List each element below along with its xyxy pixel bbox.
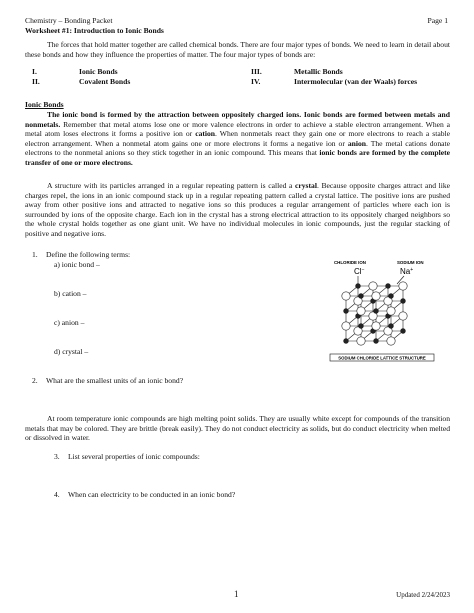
sodium-symbol: Na+	[400, 267, 414, 276]
question-text: When can electricity to be conducted in an ionic bond?	[68, 490, 236, 499]
chloride-symbol: Cl−	[354, 267, 365, 276]
sodium-ion-sphere	[344, 339, 349, 344]
properties-paragraph: At room temperature ionic compounds are high melting point solids. They are usually white except for compounds of the transition metals that may be colored. They are brittle (break easily). They do not conduct electricity as solids, but do conduct electricity when melted or dissolved in water.	[25, 414, 450, 443]
question-text: List several properties of ionic compounds:	[68, 452, 200, 461]
bond-type-label: Intermolecular (van der Waals) forces	[294, 76, 418, 86]
sodium-ion-sphere	[401, 299, 406, 304]
sodium-ion-sphere	[401, 329, 406, 334]
chloride-ion-sphere	[387, 307, 395, 315]
term-anion: c) anion –	[54, 318, 85, 327]
question-3	[54, 452, 200, 462]
crystal-text-1: A structure with its particles arranged in a regular repeating pattern is called a	[47, 181, 296, 190]
intro-paragraph: The forces that hold matter together are called chemical bonds. There are four major types of bonds. We need to learn in detail about these bonds and how they influence the properties of matter. The four major types of bonds are:	[25, 40, 450, 59]
question-number: 2.	[32, 376, 38, 385]
question-text: Define the following terms:	[46, 250, 131, 259]
chloride-ion-sphere	[372, 322, 380, 330]
bond-type-label: Ionic Bonds	[79, 67, 118, 76]
term-cation: b) cation –	[54, 289, 87, 298]
bond-type-row	[32, 67, 452, 77]
bond-type-label: Metallic Bonds	[294, 67, 343, 76]
crystal-text-2: . Because opposite charges attract and like charges repel, the ions in an ionic compound stack up in a regular repeating pattern called a crystal lattice. The positive ions are pushed away from other positive ions and attracted to negative ions so this produces a regular arrangement of particles where each ion is surrounded by ions of the opposite charge. Each ion in the crystal has a strong electrical attraction to its oppositely charged neighbors so the whole crystal holds together as one giant unit. We have no individual molecules in ionic compounds, just the regular stacking of positive and negative ions.	[25, 181, 451, 238]
sodium-ion-sphere	[389, 294, 394, 299]
header-course: Chemistry – Bonding Packet	[25, 16, 113, 25]
lattice-caption: SODIUM CHLORIDE LATTICE STRUCTURE	[338, 355, 426, 361]
chloride-ion-sphere	[387, 337, 395, 345]
bond-type-num: IV.	[251, 76, 261, 86]
chloride-ion-sphere	[342, 322, 350, 330]
term-ionic-bond: a) ionic bond –	[54, 260, 100, 269]
chloride-ion-sphere	[399, 282, 407, 290]
section-heading-ionic: Ionic Bonds	[25, 100, 64, 109]
sodium-ion-sphere	[374, 309, 379, 314]
sodium-ion-sphere	[356, 284, 361, 289]
bond-type-row	[32, 77, 452, 87]
header-page: Page 1	[427, 16, 448, 25]
bond-type-num: II.	[32, 76, 40, 86]
worksheet-title: Worksheet #1: Introduction to Ionic Bonds	[25, 26, 164, 35]
ionic-text-2: . When nonmetals react they gain one or more electrons to reach a stable electron arrangement. When a nonmetal atom gains one or more electrons it forms a negative ion or	[25, 129, 450, 148]
chloride-ion-sphere	[342, 292, 350, 300]
bond-types-list	[32, 67, 452, 86]
term-crystal: d) crystal –	[54, 347, 89, 356]
chloride-ion-label: CHLORIDE ION	[334, 260, 366, 265]
nacl-lattice-diagram	[328, 256, 436, 364]
question-1	[32, 250, 130, 260]
ionic-emphasis-3: anion	[347, 138, 366, 148]
question-text: What are the smallest units of an ionic bond?	[46, 376, 184, 385]
bond-type-num: III.	[251, 67, 262, 76]
sodium-ion-sphere	[386, 284, 391, 289]
ionic-text-1: Remember that metal atoms lose one or more valence electrons in order to achieve a stable electron arrangement. When a metal atom loses electrons it forms a positive ion or	[25, 119, 450, 139]
ionic-emphasis-4: ionic bonds are formed by the complete transfer of one or more electrons.	[25, 148, 450, 167]
page-number: 1	[234, 589, 239, 599]
crystal-emphasis: crystal	[295, 181, 317, 190]
question-number: 1.	[32, 250, 38, 259]
bond-type-num: I.	[32, 67, 37, 76]
ionic-emphasis-2: cation	[195, 129, 216, 139]
sodium-ion-sphere	[374, 339, 379, 344]
question-number: 4.	[54, 490, 60, 499]
ionic-emphasis-1: The ionic bond is formed by the attraction between oppositely charged ions. Ionic bonds are formed between metals and nonmetals.	[25, 110, 450, 129]
chloride-ion-sphere	[357, 307, 365, 315]
chloride-ion-sphere	[372, 292, 380, 300]
sodium-ion-label: SODIUM ION	[397, 260, 424, 265]
chloride-ion-sphere	[369, 282, 377, 290]
question-number: 3.	[54, 452, 60, 461]
sodium-ion-sphere	[344, 309, 349, 314]
question-4	[54, 490, 235, 500]
crystal-paragraph	[25, 181, 450, 239]
sodium-ion-sphere	[389, 324, 394, 329]
question-2	[32, 376, 183, 386]
sodium-ion-sphere	[359, 324, 364, 329]
ionic-bond-paragraph	[25, 110, 450, 168]
chloride-ion-sphere	[357, 337, 365, 345]
updated-date: Updated 2/24/2023	[396, 591, 450, 599]
ionic-text-3: . The metal cations donate electrons to the nonmetal anions so they stick together in an ionic compound. This means that	[25, 138, 450, 158]
chloride-ion-sphere	[399, 312, 407, 320]
bond-type-label: Covalent Bonds	[79, 76, 131, 86]
sodium-ion-sphere	[359, 294, 364, 299]
